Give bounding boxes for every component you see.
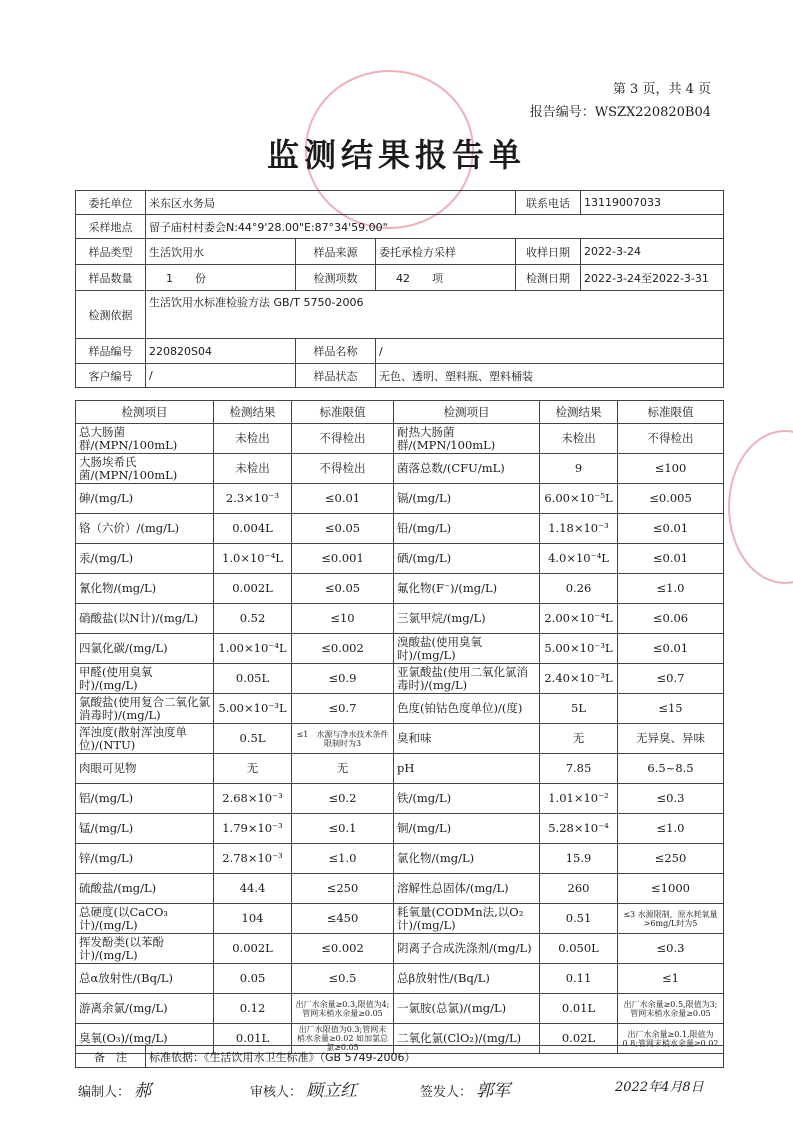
item-name: 氰化物/(mg/L) — [76, 574, 214, 604]
item-name: 镉/(mg/L) — [394, 484, 540, 514]
recv-label: 收样日期 — [516, 239, 581, 265]
table-row — [76, 754, 724, 784]
table-row — [76, 694, 724, 724]
remark-text: 标准依据：《生活饮用水卫生标准》（GB 5749-2006） — [146, 1046, 724, 1068]
item-name: 总α放射性/(Bq/L) — [76, 964, 214, 994]
result-value: 5.00×10⁻³L — [540, 634, 618, 664]
limit-value: ≤0.01 — [618, 544, 724, 574]
limit-value: ≤0.3 — [618, 934, 724, 964]
header-cell: 检测项目 — [394, 401, 540, 424]
limit-value: ≤0.1 — [292, 814, 394, 844]
result-value: 0.5L — [214, 724, 292, 754]
item-name: 肉眼可见物 — [76, 754, 214, 784]
item-name: 铁/(mg/L) — [394, 784, 540, 814]
limit-value: ≤1.0 — [292, 844, 394, 874]
item-name: 浑浊度(散射浑浊度单位)/(NTU) — [76, 724, 214, 754]
limit-value: ≤1 — [618, 964, 724, 994]
info-table — [75, 190, 724, 388]
limit-value: ≤0.9 — [292, 664, 394, 694]
item-name: 硒/(mg/L) — [394, 544, 540, 574]
item-name: 铅/(mg/L) — [394, 514, 540, 544]
result-value: 0.52 — [214, 604, 292, 634]
table-row — [76, 844, 724, 874]
result-value: 5.28×10⁻⁴ — [540, 814, 618, 844]
limit-value: ≤0.005 — [618, 484, 724, 514]
table-row — [76, 874, 724, 904]
limit-value: ≤0.2 — [292, 784, 394, 814]
items-label: 检测项数 — [296, 265, 376, 291]
qty-label: 样品数量 — [76, 265, 146, 291]
item-name: 亚氯酸盐(使用二氧化氯消毒时)/(mg/L) — [394, 664, 540, 694]
item-name: 臭氧(O₃)/(mg/L) — [76, 1024, 214, 1054]
remark-table — [75, 1045, 724, 1068]
result-value: 1.0×10⁻⁴L — [214, 544, 292, 574]
phone-value: 13119007033 — [581, 191, 724, 215]
remark-label: 备 注 — [76, 1046, 146, 1068]
limit-value: ≤250 — [618, 844, 724, 874]
result-value: 0.51 — [540, 904, 618, 934]
item-name: 砷/(mg/L) — [76, 484, 214, 514]
result-value: 0.002L — [214, 574, 292, 604]
limit-value: ≤1000 — [618, 874, 724, 904]
limit-value: 6.5~8.5 — [618, 754, 724, 784]
result-value: 未检出 — [214, 424, 292, 454]
header-cell: 标准限值 — [618, 401, 724, 424]
limit-value: ≤1.0 — [618, 814, 724, 844]
phone-label: 联系电话 — [516, 191, 581, 215]
result-value: 0.004L — [214, 514, 292, 544]
client-label: 委托单位 — [76, 191, 146, 215]
result-value: 2.68×10⁻³ — [214, 784, 292, 814]
item-name: 硝酸盐(以N计)/(mg/L) — [76, 604, 214, 634]
result-value: 9 — [540, 454, 618, 484]
items-value: 42 项 — [376, 265, 516, 291]
result-value: 0.12 — [214, 994, 292, 1024]
site-label: 采样地点 — [76, 215, 146, 239]
limit-value: ≤100 — [618, 454, 724, 484]
table-row — [76, 514, 724, 544]
side-seal-stamp — [728, 430, 793, 584]
limit-value: ≤0.7 — [292, 694, 394, 724]
result-value: 0.26 — [540, 574, 618, 604]
basis-label: 检测依据 — [76, 291, 146, 339]
table-row — [76, 604, 724, 634]
limit-value: ≤0.05 — [292, 574, 394, 604]
results-header-row — [76, 401, 724, 424]
result-value: 2.40×10⁻³L — [540, 664, 618, 694]
table-row — [76, 934, 724, 964]
limit-value: 不得检出 — [292, 454, 394, 484]
header-cell: 标准限值 — [292, 401, 394, 424]
item-name: 总硬度(以CaCO₃ 计)/(mg/L) — [76, 904, 214, 934]
item-name: 色度(铂钴色度单位)/(度) — [394, 694, 540, 724]
limit-value: ≤1 水源与净水技术条件限制时为3 — [292, 724, 394, 754]
item-name: 游离余氯/(mg/L) — [76, 994, 214, 1024]
limit-value: ≤0.06 — [618, 604, 724, 634]
limit-value: 无异臭、异味 — [618, 724, 724, 754]
item-name: 铝/(mg/L) — [76, 784, 214, 814]
limit-value: 出厂水限值为0.3;管网末梢水余量≥0.02 如加氯总氯≥0.05 — [292, 1024, 394, 1054]
item-name: 大肠埃希氏菌/(MPN/100mL) — [76, 454, 214, 484]
header-cell: 检测结果 — [540, 401, 618, 424]
item-name: 挥发酚类(以苯酚计)/(mg/L) — [76, 934, 214, 964]
item-name: 阴离子合成洗涤剂/(mg/L) — [394, 934, 540, 964]
limit-value: ≤1.0 — [618, 574, 724, 604]
item-name: pH — [394, 754, 540, 784]
results-table — [75, 400, 724, 1054]
item-name: 汞/(mg/L) — [76, 544, 214, 574]
item-name: 溶解性总固体/(mg/L) — [394, 874, 540, 904]
result-value: 未检出 — [540, 424, 618, 454]
limit-value: ≤0.3 — [618, 784, 724, 814]
limit-value: ≤450 — [292, 904, 394, 934]
item-name: 铜/(mg/L) — [394, 814, 540, 844]
table-row — [76, 784, 724, 814]
type-value: 生活饮用水 — [146, 239, 296, 265]
qty-value: 1 份 — [146, 265, 296, 291]
sample-no-label: 样品编号 — [76, 339, 146, 364]
limit-value: ≤15 — [618, 694, 724, 724]
table-row — [76, 724, 724, 754]
site-value: 留子庙村村委会N:44°9'28.00"E:87°34'59.00" — [146, 215, 724, 239]
table-row — [76, 664, 724, 694]
test-date-label: 检测日期 — [516, 265, 581, 291]
result-value: 0.01L — [540, 994, 618, 1024]
table-row — [76, 484, 724, 514]
item-name: 菌落总数/(CFU/mL) — [394, 454, 540, 484]
basis-value: 生活饮用水标准检验方法 GB/T 5750-2006 — [146, 291, 724, 339]
table-row — [76, 964, 724, 994]
result-value: 7.85 — [540, 754, 618, 784]
result-value: 2.3×10⁻³ — [214, 484, 292, 514]
test-date-value: 2022-3-24至2022-3-31 — [581, 265, 724, 291]
table-row — [76, 574, 724, 604]
limit-value: ≤0.5 — [292, 964, 394, 994]
result-value: 0.11 — [540, 964, 618, 994]
sign-date: 2022年4月8日 — [615, 1080, 704, 1095]
report-number: 报告编号：WSZX220820B04 — [529, 105, 711, 120]
page-title: 监测结果报告单 — [266, 136, 526, 174]
approver-signature — [420, 1076, 510, 1101]
item-name: 耗氧量(CODMn法,以O₂ 计)/(mg/L) — [394, 904, 540, 934]
table-row — [76, 904, 724, 934]
limit-value: ≤10 — [292, 604, 394, 634]
limit-value: 出厂水余量≥0.5,限值为3;管网末梢水余量≥0.05 — [618, 994, 724, 1024]
customer-no-label: 客户编号 — [76, 364, 146, 388]
limit-value: ≤250 — [292, 874, 394, 904]
limit-value: ≤0.01 — [292, 484, 394, 514]
header-cell: 检测结果 — [214, 401, 292, 424]
result-value: 1.01×10⁻² — [540, 784, 618, 814]
limit-value: ≤0.01 — [618, 634, 724, 664]
page-info — [530, 78, 711, 124]
table-row — [76, 454, 724, 484]
sample-no-value: 220820S04 — [146, 339, 296, 364]
limit-value: ≤0.01 — [618, 514, 724, 544]
item-name: 氯酸盐(使用复合二氧化氯消毒时)/(mg/L) — [76, 694, 214, 724]
sample-state-label: 样品状态 — [296, 364, 376, 388]
item-name: 氟化物(F⁻)/(mg/L) — [394, 574, 540, 604]
result-value: 2.78×10⁻³ — [214, 844, 292, 874]
approver-label: 签发人： — [420, 1085, 473, 1100]
result-value: 1.79×10⁻³ — [214, 814, 292, 844]
table-row — [76, 424, 724, 454]
result-value: 无 — [214, 754, 292, 784]
header-cell: 检测项目 — [76, 401, 214, 424]
editor-signature — [78, 1076, 151, 1101]
limit-value: ≤0.001 — [292, 544, 394, 574]
limit-value: ≤0.002 — [292, 934, 394, 964]
item-name: 三氯甲烷/(mg/L) — [394, 604, 540, 634]
limit-value: ≤0.002 — [292, 634, 394, 664]
item-name: 氯化物/(mg/L) — [394, 844, 540, 874]
result-value: 0.002L — [214, 934, 292, 964]
limit-value: 不得检出 — [618, 424, 724, 454]
sample-name-label: 样品名称 — [296, 339, 376, 364]
source-value: 委托承检方采样 — [376, 239, 516, 265]
item-name: 总β放射性/(Bq/L) — [394, 964, 540, 994]
client-value: 米东区水务局 — [146, 191, 516, 215]
limit-value: 出厂水余量≥0.3,限值为4;管网末梢水余量≥0.05 — [292, 994, 394, 1024]
item-name: 二氧化氯(ClO₂)/(mg/L) — [394, 1024, 540, 1054]
editor-label: 编制人： — [78, 1085, 131, 1100]
reviewer-label: 审核人： — [250, 1085, 303, 1100]
table-row — [76, 544, 724, 574]
type-label: 样品类型 — [76, 239, 146, 265]
result-value: 6.00×10⁻⁵L — [540, 484, 618, 514]
page-number: 第 3 页，共 4 页 — [612, 82, 711, 97]
limit-value: ≤0.7 — [618, 664, 724, 694]
table-row — [76, 634, 724, 664]
result-value: 0.050L — [540, 934, 618, 964]
result-value: 104 — [214, 904, 292, 934]
limit-value: 出厂水余量≥0.1,限值为0.8;管网末梢水余量≥0.02 — [618, 1024, 724, 1054]
limit-value: ≤0.05 — [292, 514, 394, 544]
result-value: 1.18×10⁻³ — [540, 514, 618, 544]
table-row — [76, 814, 724, 844]
result-value: 2.00×10⁻⁴L — [540, 604, 618, 634]
table-row — [76, 994, 724, 1024]
approver-sign: 郭军 — [476, 1081, 511, 1101]
item-name: 溴酸盐(使用臭氧时)/(mg/L) — [394, 634, 540, 664]
sample-state-value: 无色、透明、塑料瓶、塑料桶装 — [376, 364, 724, 388]
source-label: 样品来源 — [296, 239, 376, 265]
item-name: 一氯胺(总氯)/(mg/L) — [394, 994, 540, 1024]
reviewer-signature — [250, 1076, 357, 1101]
item-name: 臭和味 — [394, 724, 540, 754]
sample-name-value: / — [376, 339, 724, 364]
limit-value: 无 — [292, 754, 394, 784]
recv-value: 2022-3-24 — [581, 239, 724, 265]
item-name: 铬（六价）/(mg/L) — [76, 514, 214, 544]
customer-no-value: / — [146, 364, 296, 388]
result-value: 44.4 — [214, 874, 292, 904]
result-value: 4.0×10⁻⁴L — [540, 544, 618, 574]
result-value: 无 — [540, 724, 618, 754]
result-value: 未检出 — [214, 454, 292, 484]
result-value: 260 — [540, 874, 618, 904]
result-value: 0.01L — [214, 1024, 292, 1054]
result-value: 1.00×10⁻⁴L — [214, 634, 292, 664]
item-name: 硫酸盐/(mg/L) — [76, 874, 214, 904]
editor-sign: 郝 — [134, 1081, 152, 1101]
result-value: 0.02L — [540, 1024, 618, 1054]
limit-value: ≤3 水源限制，原水耗氧量>6mg/L时为5 — [618, 904, 724, 934]
result-value: 5L — [540, 694, 618, 724]
result-value: 0.05 — [214, 964, 292, 994]
limit-value: 不得检出 — [292, 424, 394, 454]
item-name: 锰/(mg/L) — [76, 814, 214, 844]
item-name: 四氯化碳/(mg/L) — [76, 634, 214, 664]
item-name: 锌/(mg/L) — [76, 844, 214, 874]
item-name: 甲醛(使用臭氧时)/(mg/L) — [76, 664, 214, 694]
result-value: 0.05L — [214, 664, 292, 694]
result-value: 5.00×10⁻³L — [214, 694, 292, 724]
item-name: 耐热大肠菌群/(MPN/100mL) — [394, 424, 540, 454]
reviewer-sign: 顾立红 — [306, 1081, 358, 1101]
item-name: 总大肠菌群/(MPN/100mL) — [76, 424, 214, 454]
result-value: 15.9 — [540, 844, 618, 874]
